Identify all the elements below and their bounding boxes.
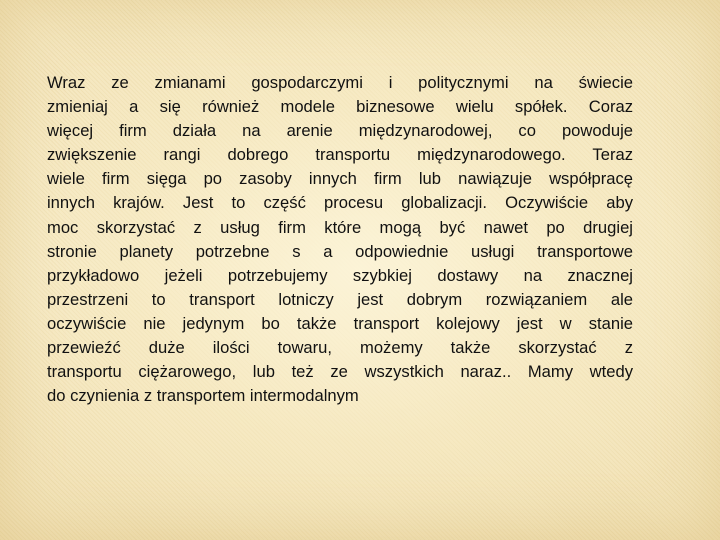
paragraph-line-11: oczywiście nie jedynym bo także transport kolejowy jest w stanie [47,313,633,333]
paragraph-line-5: wiele firm sięga po zasoby innych firm lub nawiązuje współpracę [47,169,633,189]
paragraph-line-8: stronie planety potrzebne s a odpowiednie usługi transportowe [47,241,633,261]
paragraph-line-1: Wraz ze zmianami gospodarczymi i politycznymi na świecie [47,73,633,92]
body-paragraph [47,71,633,408]
paragraph-line-2: zmieniaj a się również modele biznesowe wielu spółek. Coraz [47,97,633,117]
paragraph-line-6: innych krajów. Jest to część procesu globalizacji. Oczywiście aby [47,193,633,213]
paragraph-line-3: więcej firm działa na arenie międzynarodowej, co powoduje [47,121,633,141]
paragraph-line-14: do czynienia z transportem intermodalnym [47,386,359,406]
paragraph-line-10: przestrzeni to transport lotniczy jest dobrym rozwiązaniem ale [47,289,633,309]
paragraph-line-9: przykładowo jeżeli potrzebujemy szybkiej dostawy na znacznej [47,265,633,285]
paragraph-line-12: przewieźć duże ilości towaru, możemy także skorzystać z [47,338,633,358]
paragraph-line-13: transportu ciężarowego, lub też ze wszystkich naraz.. Mamy wtedy [47,362,633,382]
paragraph-line-7: moc skorzystać z usług firm które mogą być nawet po drugiej [47,217,633,237]
paragraph-line-4: zwiększenie rangi dobrego transportu międzynarodowego. Teraz [47,145,633,165]
